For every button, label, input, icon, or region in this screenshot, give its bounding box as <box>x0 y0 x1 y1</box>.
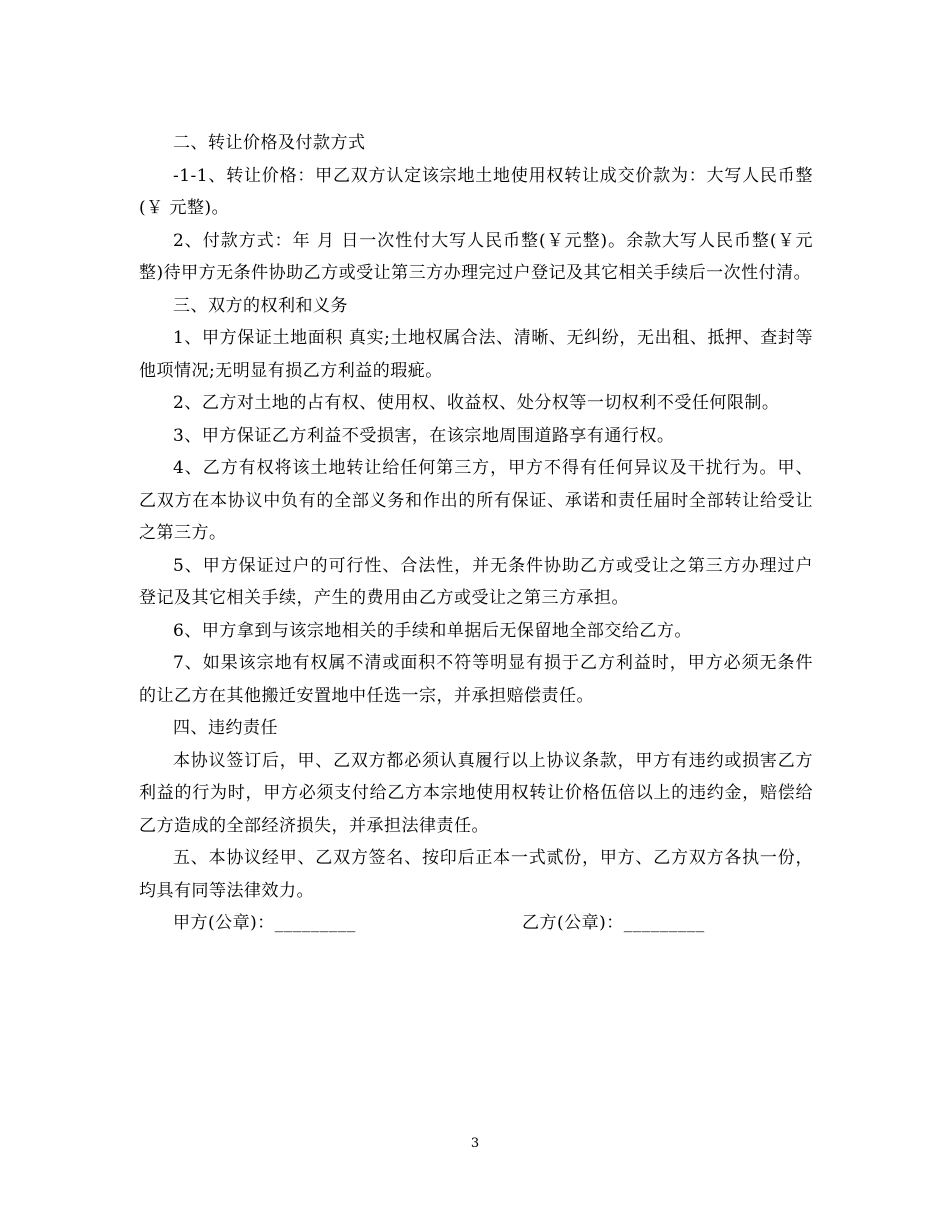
section-heading-rights-obligations: 三、双方的权利和义务 <box>173 295 348 316</box>
document-body <box>139 127 813 947</box>
clause-transfer-price: -1-1、转让价格：甲乙双方认定该宗地土地使用权转让成交价款为：大写人民币整(￥ 元整)。 <box>139 165 813 218</box>
clause-7: 7、如果该宗地有权属不清或面积不符等明显有损于乙方利益时，甲方必须无条件的让乙方在其他搬迁安置地中任选一宗，并承担赔偿责任。 <box>139 653 813 706</box>
clause-breach-liability: 本协议签订后，甲、乙双方都必须认真履行以上协议条款，甲方有违约或损害乙方利益的行为时，甲方必须支付给乙方本宗地使用权转让价格伍倍以上的违约金，赔偿给乙方造成的全部经济损失，并承担法律责任。 <box>139 750 813 836</box>
section-heading-breach: 四、违约责任 <box>173 718 278 738</box>
clause-effectiveness: 五、本协议经甲、乙双方签名、按印后正本一式贰份，甲方、乙方双方各执一份，均具有同等法律效力。 <box>139 848 813 901</box>
signature-row <box>139 907 813 947</box>
party-b-signature: 乙方(公章)：_________ <box>522 913 705 933</box>
clause-1: 1、甲方保证土地面积 真实;土地权属合法、清晰、无纠纷，无出租、抵押、查封等他项情况;无明显有损乙方利益的瑕疵。 <box>139 328 813 381</box>
clause-3: 3、甲方保证乙方利益不受损害，在该宗地周围道路享有通行权。 <box>173 425 675 446</box>
page-number: 3 <box>470 1136 480 1151</box>
clause-payment-method: 2、付款方式：年 月 日一次性付大写人民币整(￥元整)。余款大写人民币整(￥元整)待甲方无条件协助乙方或受让第三方办理完过户登记及其它相关手续后一次性付清。 <box>139 230 813 283</box>
clause-5: 5、甲方保证过户的可行性、合法性，并无条件协助乙方或受让之第三方办理过户登记及其它相关手续，产生的费用由乙方或受让之第三方承担。 <box>139 555 813 608</box>
clause-2: 2、乙方对土地的占有权、使用权、收益权、处分权等一切权利不受任何限制。 <box>173 393 780 413</box>
section-heading-price-payment: 二、转让价格及付款方式 <box>173 133 366 153</box>
clause-4: 4、乙方有权将该土地转让给任何第三方，甲方不得有任何异议及干扰行为。甲、乙双方在本协议中负有的全部义务和作出的所有保证、承诺和责任届时全部转让给受让之第三方。 <box>139 458 813 543</box>
clause-6: 6、甲方拿到与该宗地相关的手续和单据后无保留地全部交给乙方。 <box>173 620 692 641</box>
party-a-signature: 甲方(公章)：_________ <box>173 913 356 933</box>
